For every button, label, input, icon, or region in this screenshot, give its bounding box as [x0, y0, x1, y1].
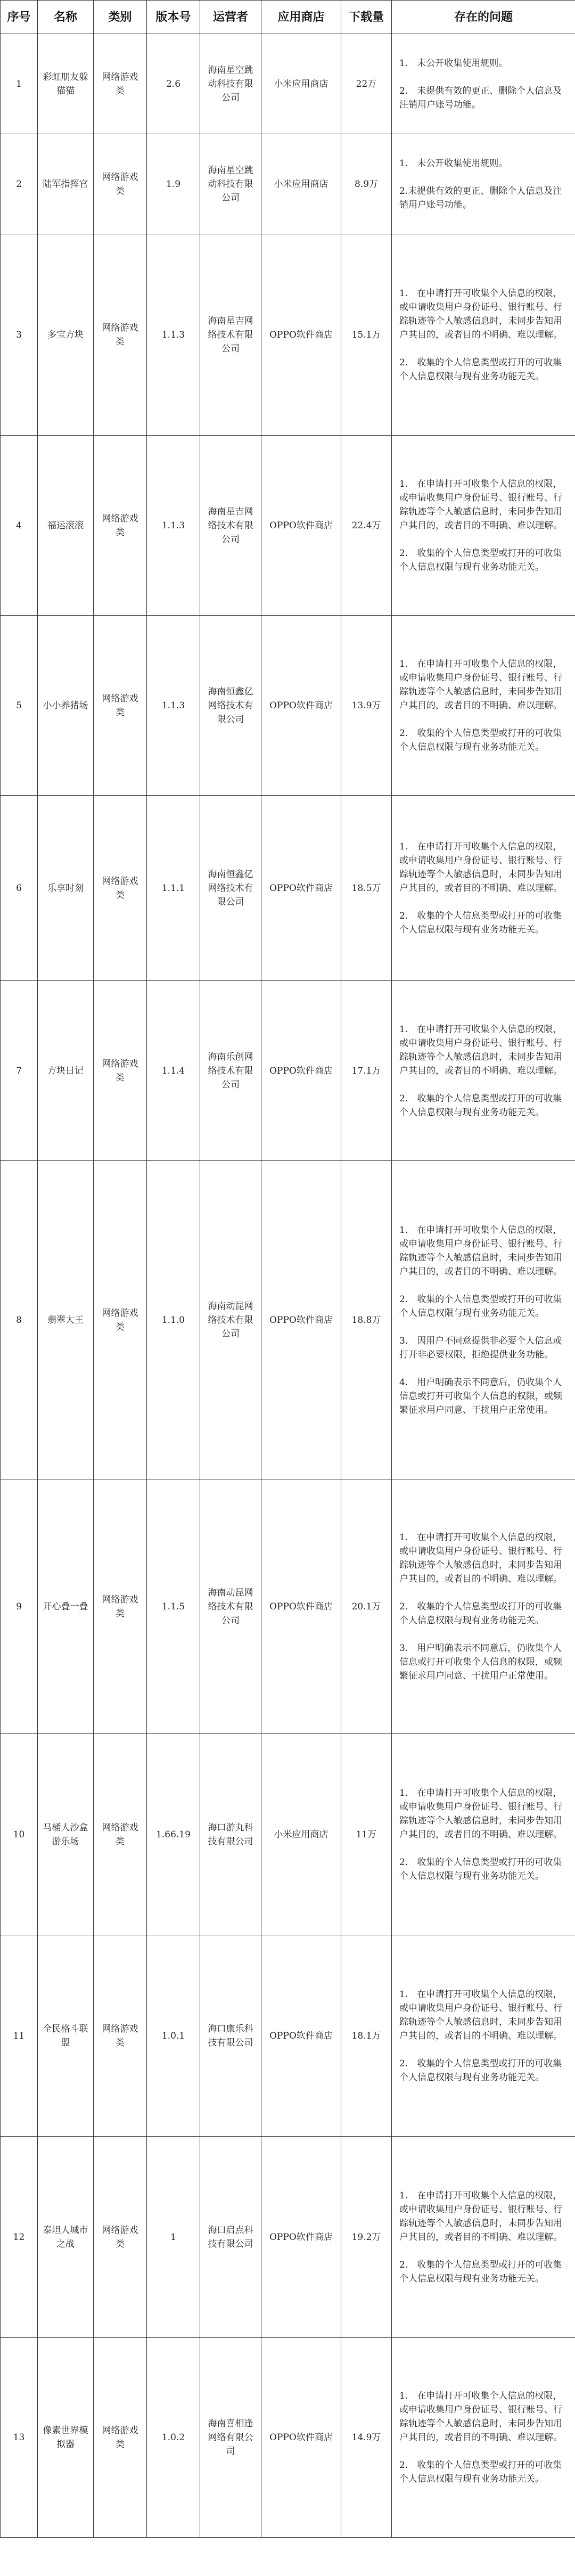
cell-operator: 海南恒鑫亿网络技术有限公司: [200, 616, 261, 796]
issue-item: 1. 未公开收集使用规则。: [399, 58, 508, 69]
issue-item: 1. 在申请打开可收集个人信息的权限，或申请收集用户身份证号、银行账号、行踪轨迹等个人敏感信息时，未同步告知用户其目的，或者目的不明确、难以理解。: [399, 1787, 562, 1840]
cell-issues: [392, 796, 575, 981]
header-row: [1, 1, 575, 34]
cell-name: 福运滚滚: [38, 436, 94, 616]
cell-version: 2.6: [147, 34, 200, 134]
issue-item: 1. 在申请打开可收集个人信息的权限，或申请收集用户身份证号、银行账号、行踪轨迹等个人敏感信息时，未同步告知用户其目的，或者目的不明确、难以理解。: [399, 288, 562, 340]
table-row: [1, 1935, 575, 2137]
cell-issues: [392, 234, 575, 436]
cell-issues: [392, 2338, 575, 2538]
cell-operator: 海南星吉网络技术有限公司: [200, 234, 261, 436]
cell-name: 小小养猪场: [38, 616, 94, 796]
cell-category: 网络游戏类: [94, 796, 147, 981]
cell-downloads: 18.5万: [341, 796, 392, 981]
cell-store: OPPO软件商店: [261, 1161, 341, 1479]
cell-index: 10: [1, 1734, 38, 1935]
cell-operator: 海口游丸科技有限公司: [200, 1734, 261, 1935]
cell-downloads: 18.1万: [341, 1935, 392, 2137]
issue-item: 2. 收集的个人信息类型或打开的可收集个人信息权限与现有业务功能无关。: [399, 2058, 562, 2083]
issue-item: 2. 收集的个人信息类型或打开的可收集个人信息权限与现有业务功能无关。: [399, 727, 562, 753]
cell-version: 1.1.1: [147, 796, 200, 981]
issue-item: 1. 在申请打开可收集个人信息的权限，或申请收集用户身份证号、银行账号、行踪轨迹等个人敏感信息时，未同步告知用户其目的，或者目的不明确、难以理解。: [399, 1989, 562, 2041]
cell-version: 1.1.3: [147, 234, 200, 436]
cell-category: 网络游戏类: [94, 2338, 147, 2538]
cell-category: 网络游戏类: [94, 616, 147, 796]
cell-version: 1.0.2: [147, 2338, 200, 2538]
table-row: [1, 34, 575, 134]
issue-item: 1. 在申请打开可收集个人信息的权限，或申请收集用户身份证号、银行账号、行踪轨迹等个人敏感信息时，未同步告知用户其目的，或者目的不明确、难以理解。: [399, 658, 562, 711]
issue-item: 1. 在申请打开可收集个人信息的权限，或申请收集用户身份证号、银行账号、行踪轨迹等个人敏感信息时，未同步告知用户其目的，或者目的不明确、难以理解。: [399, 1532, 562, 1584]
cell-category: 网络游戏类: [94, 134, 147, 234]
cell-version: 1.1.4: [147, 981, 200, 1161]
cell-store: OPPO软件商店: [261, 436, 341, 616]
table-row: [1, 1161, 575, 1479]
cell-version: 1.1.3: [147, 436, 200, 616]
cell-operator: 海南乐创网络技术有限公司: [200, 981, 261, 1161]
cell-version: 1.9: [147, 134, 200, 234]
cell-category: 网络游戏类: [94, 1935, 147, 2137]
table-row: [1, 1479, 575, 1734]
cell-category: 网络游戏类: [94, 34, 147, 134]
cell-downloads: 15.1万: [341, 234, 392, 436]
header-index: 序号: [1, 1, 38, 34]
cell-index: 8: [1, 1161, 38, 1479]
cell-index: 9: [1, 1479, 38, 1734]
header-version: 版本号: [147, 1, 200, 34]
cell-issues: [392, 1479, 575, 1734]
table-row: [1, 436, 575, 616]
issue-item: 2. 收集的个人信息类型或打开的可收集个人信息权限与现有业务功能无关。: [399, 1601, 562, 1626]
cell-operator: 海南动昆网络技术有限公司: [200, 1479, 261, 1734]
cell-index: 2: [1, 134, 38, 234]
cell-downloads: 14.9万: [341, 2338, 392, 2538]
issue-item: 2. 收集的个人信息类型或打开的可收集个人信息权限与现有业务功能无关。: [399, 1294, 562, 1319]
cell-store: OPPO软件商店: [261, 616, 341, 796]
cell-store: OPPO软件商店: [261, 1935, 341, 2137]
cell-operator: 海南喜相逢网络有限公司: [200, 2338, 261, 2538]
cell-version: 1: [147, 2137, 200, 2338]
cell-category: 网络游戏类: [94, 1161, 147, 1479]
cell-issues: [392, 616, 575, 796]
table-row: [1, 2338, 575, 2538]
cell-category: 网络游戏类: [94, 436, 147, 616]
cell-version: 1.66.19: [147, 1734, 200, 1935]
cell-downloads: 17.1万: [341, 981, 392, 1161]
cell-index: 1: [1, 34, 38, 134]
cell-store: OPPO软件商店: [261, 981, 341, 1161]
cell-name: 泰坦人城市之战: [38, 2137, 94, 2338]
cell-operator: 海南星空跳动科技有限公司: [200, 34, 261, 134]
cell-issues: [392, 981, 575, 1161]
issue-item: 1. 未公开收集使用规则。: [399, 158, 508, 169]
issue-item: 1. 在申请打开可收集个人信息的权限，或申请收集用户身份证号、银行账号、行踪轨迹等个人敏感信息时，未同步告知用户其目的，或者目的不明确、难以理解。: [399, 478, 562, 531]
cell-issues: [392, 436, 575, 616]
header-store: 应用商店: [261, 1, 341, 34]
table-row: [1, 796, 575, 981]
cell-operator: 海南恒鑫亿网络技术有限公司: [200, 796, 261, 981]
cell-name: 翡翠大王: [38, 1161, 94, 1479]
issue-item: 1. 在申请打开可收集个人信息的权限，或申请收集用户身份证号、银行账号、行踪轨迹等个人敏感信息时，未同步告知用户其目的，或者目的不明确、难以理解。: [399, 2391, 562, 2443]
cell-downloads: 19.2万: [341, 2137, 392, 2338]
cell-operator: 海南星空跳动科技有限公司: [200, 134, 261, 234]
cell-category: 网络游戏类: [94, 1734, 147, 1935]
cell-index: 5: [1, 616, 38, 796]
cell-name: 方块日记: [38, 981, 94, 1161]
cell-index: 13: [1, 2338, 38, 2538]
header-issues: 存在的问题: [392, 1, 575, 34]
cell-index: 11: [1, 1935, 38, 2137]
issue-item: 3. 因用户不同意提供非必要个人信息或打开非必要权限，拒绝提供业务功能。: [399, 1335, 562, 1360]
cell-issues: [392, 1161, 575, 1479]
cell-category: 网络游戏类: [94, 2137, 147, 2338]
table-row: [1, 616, 575, 796]
cell-index: 12: [1, 2137, 38, 2338]
cell-downloads: 18.8万: [341, 1161, 392, 1479]
cell-version: 1.1.5: [147, 1479, 200, 1734]
table-row: [1, 134, 575, 234]
issue-item: 2. 收集的个人信息类型或打开的可收集个人信息权限与现有业务功能无关。: [399, 2259, 562, 2284]
cell-issues: [392, 34, 575, 134]
cell-downloads: 22.4万: [341, 436, 392, 616]
cell-operator: 海南动昆网络技术有限公司: [200, 1161, 261, 1479]
cell-issues: [392, 1935, 575, 2137]
cell-name: 像素世界模拟器: [38, 2338, 94, 2538]
cell-store: OPPO软件商店: [261, 2137, 341, 2338]
cell-store: 小米应用商店: [261, 1734, 341, 1935]
cell-category: 网络游戏类: [94, 981, 147, 1161]
table-row: [1, 234, 575, 436]
cell-name: 多宝方块: [38, 234, 94, 436]
cell-version: 1.0.1: [147, 1935, 200, 2137]
cell-issues: [392, 1734, 575, 1935]
cell-category: 网络游戏类: [94, 1479, 147, 1734]
cell-downloads: 22万: [341, 34, 392, 134]
table-row: [1, 1734, 575, 1935]
cell-store: OPPO软件商店: [261, 796, 341, 981]
cell-index: 7: [1, 981, 38, 1161]
cell-category: 网络游戏类: [94, 234, 147, 436]
header-category: 类别: [94, 1, 147, 34]
issue-item: 1. 在申请打开可收集个人信息的权限，或申请收集用户身份证号、银行账号、行踪轨迹等个人敏感信息时，未同步告知用户其目的，或者目的不明确、难以理解。: [399, 2190, 562, 2243]
cell-downloads: 8.9万: [341, 134, 392, 234]
table-row: [1, 2137, 575, 2338]
cell-downloads: 20.1万: [341, 1479, 392, 1734]
cell-index: 6: [1, 796, 38, 981]
issue-item: 1. 在申请打开可收集个人信息的权限，或申请收集用户身份证号、银行账号、行踪轨迹等个人敏感信息时，未同步告知用户其目的，或者目的不明确、难以理解。: [399, 1024, 562, 1076]
issue-item: 2. 收集的个人信息类型或打开的可收集个人信息权限与现有业务功能无关。: [399, 357, 562, 382]
cell-issues: [392, 134, 575, 234]
issue-item: 4. 用户明确表示不同意后，仍收集个人信息或打开可收集个人信息的权限，或频繁征求用户同意、干扰用户正常使用。: [399, 1377, 562, 1416]
table-body: [1, 34, 575, 2538]
header-name: 名称: [38, 1, 94, 34]
cell-store: 小米应用商店: [261, 34, 341, 134]
cell-store: OPPO软件商店: [261, 234, 341, 436]
cell-name: 全民格斗联盟: [38, 1935, 94, 2137]
issue-item: 2. 收集的个人信息类型或打开的可收集个人信息权限与现有业务功能无关。: [399, 910, 562, 935]
cell-operator: 海南星吉网络技术有限公司: [200, 436, 261, 616]
header-operator: 运营者: [200, 1, 261, 34]
issue-item: 1. 在申请打开可收集个人信息的权限，或申请收集用户身份证号、银行账号、行踪轨迹等个人敏感信息时，未同步告知用户其目的，或者目的不明确、难以理解。: [399, 841, 562, 894]
cell-store: 小米应用商店: [261, 134, 341, 234]
cell-name: 马桶人沙盒游乐场: [38, 1734, 94, 1935]
issue-item: 2. 收集的个人信息类型或打开的可收集个人信息权限与现有业务功能无关。: [399, 1857, 562, 1882]
cell-operator: 海口康乐科技有限公司: [200, 1935, 261, 2137]
cell-name: 乐享时刻: [38, 796, 94, 981]
cell-index: 3: [1, 234, 38, 436]
issue-item: 2. 收集的个人信息类型或打开的可收集个人信息权限与现有业务功能无关。: [399, 2460, 562, 2484]
cell-name: 开心叠一叠: [38, 1479, 94, 1734]
header-downloads: 下载量: [341, 1, 392, 34]
issue-item: 2. 收集的个人信息类型或打开的可收集个人信息权限与现有业务功能无关。: [399, 1093, 562, 1118]
cell-store: OPPO软件商店: [261, 1479, 341, 1734]
issue-item: 3. 用户明确表示不同意后，仍收集个人信息或打开可收集个人信息的权限，或频繁征求用户同意、干扰用户正常使用。: [399, 1642, 562, 1681]
cell-issues: [392, 2137, 575, 2338]
cell-index: 4: [1, 436, 38, 616]
cell-downloads: 13.9万: [341, 616, 392, 796]
table-row: [1, 981, 575, 1161]
cell-name: 彩虹朋友躲猫猫: [38, 34, 94, 134]
cell-store: OPPO软件商店: [261, 2338, 341, 2538]
cell-operator: 海口启点科技有限公司: [200, 2137, 261, 2338]
cell-version: 1.1.0: [147, 1161, 200, 1479]
cell-version: 1.1.3: [147, 616, 200, 796]
issue-item: 2. 收集的个人信息类型或打开的可收集个人信息权限与现有业务功能无关。: [399, 547, 562, 573]
issue-item: 2. 未提供有效的更正、删除个人信息及注销用户账号功能。: [399, 85, 562, 110]
issue-item: 2.未提供有效的更正、删除个人信息及注销用户账号功能。: [399, 185, 562, 210]
issue-item: 1. 在申请打开可收集个人信息的权限，或申请收集用户身份证号、银行账号、行踪轨迹等个人敏感信息时，未同步告知用户其目的，或者目的不明确、难以理解。: [399, 1224, 562, 1277]
cell-downloads: 11万: [341, 1734, 392, 1935]
cell-name: 陆军指挥官: [38, 134, 94, 234]
